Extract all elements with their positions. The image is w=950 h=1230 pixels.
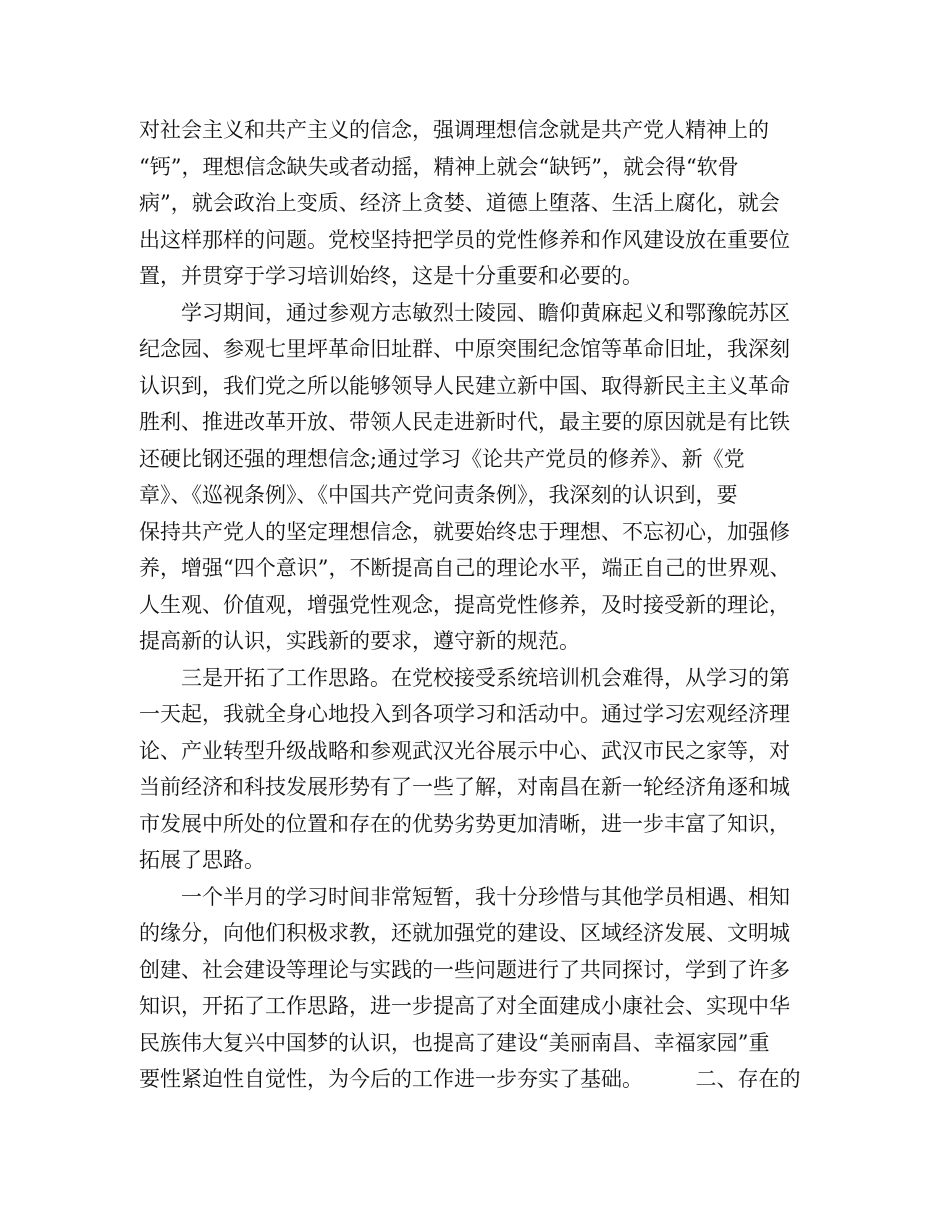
text-line: 三是开拓了工作思路。在党校接受系统培训机会难得，从学习的第 <box>139 665 790 690</box>
text-line: 要性紧迫性自觉性，为今后的工作进一步夯实了基础。 二、存在的 <box>139 1067 801 1091</box>
text-line: 置，并贯穿于学习培训始终，这是十分重要和必要的。 <box>139 264 643 288</box>
text-line: 章》、《巡视条例》、《中国共产党问责条例》，我深刻的认识到，要 <box>139 483 738 507</box>
text-line: 还硬比钢还强的理想信念;通过学习《论共产党员的修养》、新《党 <box>139 446 745 471</box>
text-line: 纪念园、参观七里坪革命旧址群、中原突围纪念馆等革命旧址，我深刻 <box>139 337 790 361</box>
text-line: 的缘分，向他们积极求教，还就加强党的建设、区域经济发展、文明城 <box>139 921 790 945</box>
text-line: 人生观、价值观，增强党性观念，提高党性修养，及时接受新的理论， <box>139 592 790 617</box>
text-line: 市发展中所处的位置和存在的优势劣势更加清晰，进一步丰富了知识， <box>139 811 790 836</box>
text-line: “钙”，理想信念缺失或者动摇，精神上就会“缺钙”，就会得“软骨 <box>139 154 739 179</box>
text-line: 一个半月的学习时间非常短暂，我十分珍惜与其他学员相遇、相知 <box>139 884 790 909</box>
text-line: 知识，开拓了工作思路，进一步提高了对全面建成小康社会、实现中华 <box>139 994 790 1018</box>
text-line: 一天起，我就全身心地投入到各项学习和活动中。通过学习宏观经济理 <box>139 702 790 726</box>
text-line: 胜利、推进改革开放、带领人民走进新时代，最主要的原因就是有比铁 <box>139 410 790 434</box>
text-line: 学习期间，通过参观方志敏烈士陵园、瞻仰黄麻起义和鄂豫皖苏区 <box>139 300 790 325</box>
text-line: 拓展了思路。 <box>139 848 265 872</box>
text-line: 对社会主义和共产主义的信念，强调理想信念就是共产党人精神上的 <box>139 118 769 142</box>
text-line: 保持共产党人的坚定理想信念，就要始终忠于理想、不忘初心，加强修 <box>139 519 790 544</box>
text-line: 认识到，我们党之所以能够领导人民建立新中国、取得新民主主义革命 <box>139 373 790 398</box>
text-line: 创建、社会建设等理论与实践的一些问题进行了共同探讨，学到了许多 <box>139 957 790 982</box>
text-line: 民族伟大复兴中国梦的认识，也提高了建设“美丽南昌、幸福家园”重 <box>139 1030 770 1055</box>
text-line: 病”，就会政治上变质、经济上贪婪、道德上堕落、生活上腐化，就会 <box>139 191 780 215</box>
body-text <box>139 112 829 1098</box>
text-line: 出这样那样的问题。党校坚持把学员的党性修养和作风建设放在重要位 <box>139 227 790 252</box>
text-line: 论、产业转型升级战略和参观武汉光谷展示中心、武汉市民之家等，对 <box>139 738 790 763</box>
text-line: 提高新的认识，实践新的要求，遵守新的规范。 <box>139 629 580 653</box>
text-line: 当前经济和科技发展形势有了一些了解，对南昌在新一轮经济角逐和城 <box>139 775 790 799</box>
text-line: 养，增强“四个意识”，不断提高自己的理论水平，端正自己的世界观、 <box>139 556 791 580</box>
